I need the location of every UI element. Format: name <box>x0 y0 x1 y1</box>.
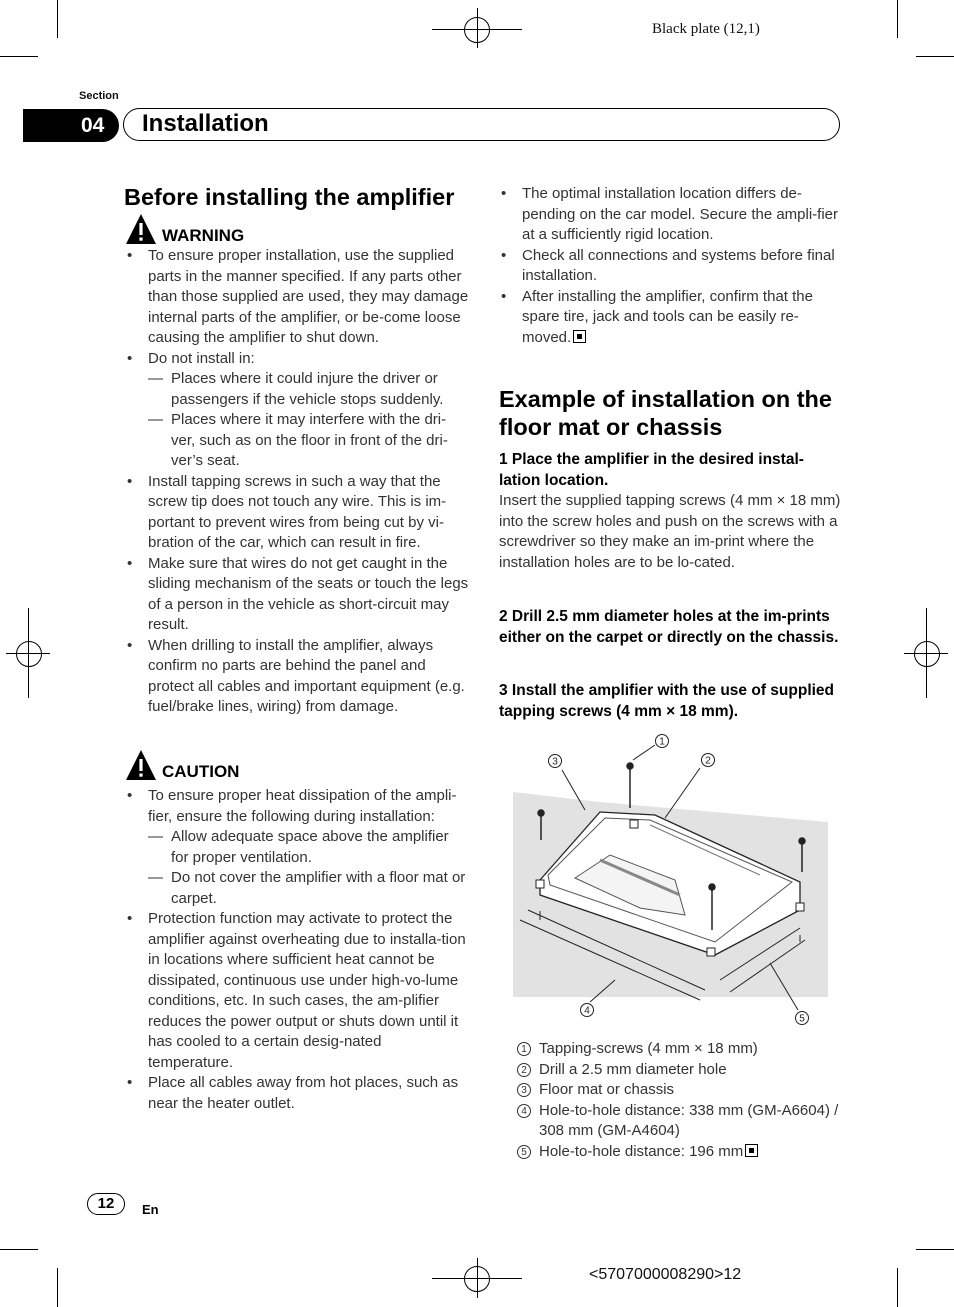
legend-item: 2 Drill a 2.5 mm diameter hole <box>517 1060 847 1081</box>
list-item: • Place all cables away from hot places, such as near the heater outlet. <box>125 1073 469 1114</box>
caution-label: CAUTION <box>162 762 240 781</box>
end-mark-icon <box>573 330 586 343</box>
legend-item: 5 Hole-to-hole distance: 196 mm <box>517 1142 847 1163</box>
callout-5: 5 <box>799 1013 805 1025</box>
figure-legend <box>517 1039 847 1162</box>
sub-list <box>148 369 469 472</box>
step-1-body: Insert the supplied tapping screws (4 mm × 18 mm) into the screw holes and push on the screws with a screwdriver so they make an im-print where the installation holes are to be lo-cated. <box>499 492 841 571</box>
language-label: En <box>142 1202 159 1217</box>
sub-list <box>148 827 469 909</box>
page-number: 12 <box>87 1193 125 1215</box>
warning-header <box>125 212 244 246</box>
list-item: • To ensure proper heat dissipation of the ampli-fier, ensure the following during installation: — Allow adequate space above the amplifier for proper ventilation. — Do not cover the amplifier with a floor mat or carpet. <box>125 786 469 909</box>
warning-label: WARNING <box>162 226 245 245</box>
warning-triangle-icon <box>125 213 157 245</box>
list-item: — Allow adequate space above the amplifier for proper ventilation. <box>148 827 469 868</box>
step-2-title: 2 Drill 2.5 mm diameter holes at the im-prints either on the carpet or directly on the chassis. <box>499 608 839 646</box>
legend-item: 4 Hole-to-hole distance: 338 mm (GM-A6604) / 308 mm (GM-A4604) <box>517 1101 847 1142</box>
legend-item: 1 Tapping-screws (4 mm × 18 mm) <box>517 1039 847 1060</box>
step-3-title: 3 Install the amplifier with the use of supplied tapping screws (4 mm × 18 mm). <box>499 682 835 720</box>
installation-figure <box>500 730 845 1030</box>
section-title: Installation <box>142 110 269 137</box>
callout-4: 4 <box>584 1005 590 1017</box>
list-item: • The optimal installation location differs de-pending on the car model. Secure the ampli-fier at a sufficiently rigid location. <box>499 184 839 246</box>
document-code: <5707000008290>12 <box>589 1266 742 1283</box>
callout-2: 2 <box>705 755 711 767</box>
section-label: Section <box>79 90 119 102</box>
caution-triangle-icon <box>125 749 157 781</box>
plate-label: Black plate (12,1) <box>652 21 760 37</box>
list-item: — Places where it could injure the driver or passengers if the vehicle stops suddenly. <box>148 369 469 410</box>
list-item: • After installing the amplifier, confirm that the spare tire, jack and tools can be easily re-moved. <box>499 287 839 349</box>
list-item: — Do not cover the amplifier with a floor mat or carpet. <box>148 868 469 909</box>
list-item: • To ensure proper installation, use the supplied parts in the manner specified. If any parts other than those supplied are used, they may damage internal parts of the amplifier, or be-come loose causing the amplifier to shut down. <box>125 246 469 349</box>
caution-list <box>125 786 469 1114</box>
heading-before-installing: Before installing the amplifier <box>124 184 455 210</box>
warning-list <box>125 246 469 718</box>
section-number-badge <box>23 109 119 142</box>
list-item: • Check all connections and systems before final installation. <box>499 246 839 287</box>
list-item: — Places where it may interfere with the dri-ver, such as on the floor in front of the dri-ver’s seat. <box>148 410 469 472</box>
callout-1: 1 <box>659 736 665 748</box>
heading-example-installation: Example of installation on the floor mat or chassis <box>499 386 832 440</box>
list-item: • Do not install in: — Places where it could injure the driver or passengers if the vehicle stops suddenly. — Places where it may interfere with the dri-ver, such as on the floor in front of the dri-ver’s seat. <box>125 349 469 472</box>
pre-install-list <box>499 184 839 348</box>
list-item: • Protection function may activate to protect the amplifier against overheating due to installa-tion in locations where sufficient heat cannot be dissipated, continuous use under high-vo-lume conditions, etc. In such cases, the am-plifier reduces the power output or shuts down until it has cooled to a certain desig-nated temperature. <box>125 909 469 1073</box>
callout-3: 3 <box>552 756 558 768</box>
section-number: 04 <box>81 113 105 137</box>
legend-item: 3 Floor mat or chassis <box>517 1080 847 1101</box>
end-mark-icon <box>745 1144 758 1157</box>
list-item: • When drilling to install the amplifier, always confirm no parts are behind the panel and protect all cables and important equipment (e.g. fuel/brake lines, wiring) from damage. <box>125 636 469 718</box>
step-1-title: 1 Place the amplifier in the desired instal-lation location. <box>499 451 804 489</box>
list-item: • Install tapping screws in such a way that the screw tip does not touch any wire. This is im-portant to prevent wires from being cut by vi-bration of the car, which can result in fire. <box>125 472 469 554</box>
list-item: • Make sure that wires do not get caught in the sliding mechanism of the seats or touch the legs of a person in the vehicle as short-circuit may result. <box>125 554 469 636</box>
caution-header <box>125 748 239 782</box>
